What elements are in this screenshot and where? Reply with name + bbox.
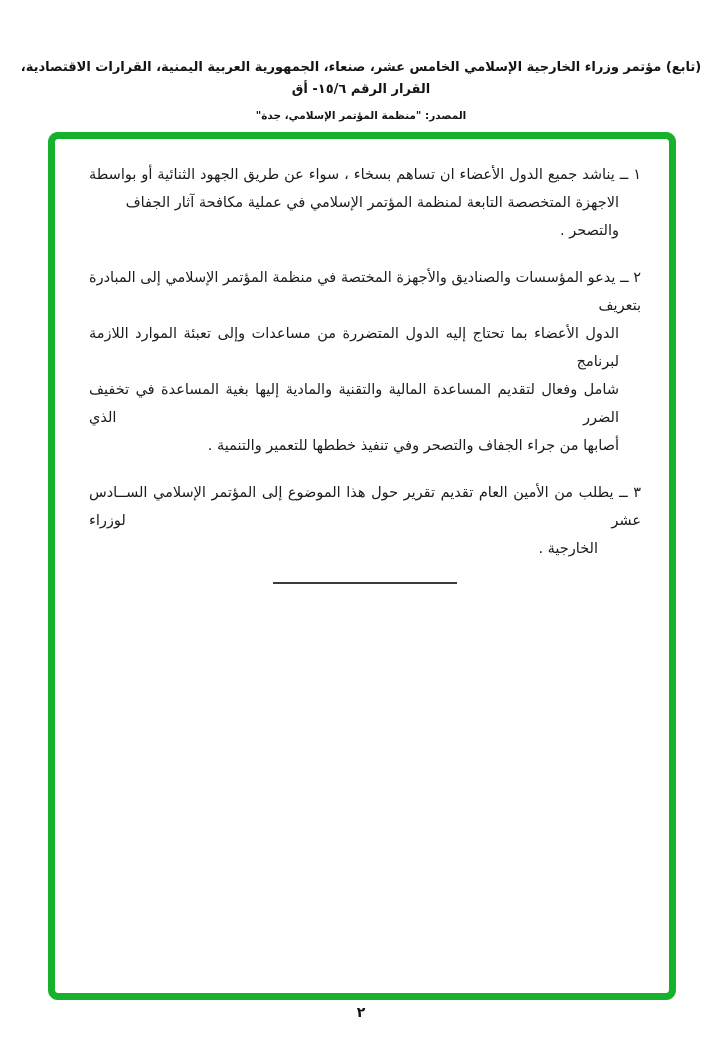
source-line: المصدر: "منظمة المؤتمر الإسلامي، جدة" — [255, 110, 467, 122]
text-line: ١ ــ يناشد جميع الدول الأعضاء ان تساهم بسخاء ، سواء عن طريق الجهود الثنائية أو بواسطة — [89, 167, 641, 183]
text-line: شامل وفعال لتقديم المساعدة المالية والتقنية والمادية إليها بغية المساعدة في تخفيف الضرر الذي — [89, 382, 619, 426]
text-line: الاجهزة المتخصصة التابعة لمنظمة المؤتمر الإسلامي في عملية مكافحة آثار الجفاف والتصحر . — [125, 195, 619, 239]
resolution-paragraph-1 — [89, 161, 641, 245]
text-line: ٢ ــ يدعو المؤسسات والصناديق والأجهزة المختصة في منظمة المؤتمر الإسلامي إلى المبادرة بتعريف — [89, 270, 641, 314]
conference-title: (تابع) مؤتمر وزراء الخارجية الإسلامي الخامس عشر، صنعاء، الجمهورية العربية اليمنية، القرارات الاقتصادية، القرار الرقم ١٥/٦- أق — [20, 60, 702, 97]
text-line: الدول الأعضاء بما تحتاج إليه الدول المتضررة من مساعدات وإلى تعبئة الموارد اللازمة لبرنامج — [89, 326, 619, 370]
resolution-box — [48, 132, 676, 1000]
text-line: الخارجية . — [538, 541, 598, 557]
page-header — [0, 57, 722, 124]
resolution-paragraph-3 — [89, 479, 641, 563]
page-number: ٢ — [356, 1005, 366, 1021]
section-divider — [273, 582, 457, 584]
text-line: ٣ ــ يطلب من الأمين العام تقديم تقرير حول هذا الموضوع إلى المؤتمر الإسلامي الســادس عشر لوزراء — [89, 485, 641, 529]
text-line: أصابها من جراء الجفاف والتصحر وفي تنفيذ خططها للتعمير والتنمية . — [207, 438, 619, 454]
resolution-text — [55, 139, 669, 584]
resolution-paragraph-2 — [89, 264, 641, 460]
page-footer — [0, 1005, 722, 1021]
